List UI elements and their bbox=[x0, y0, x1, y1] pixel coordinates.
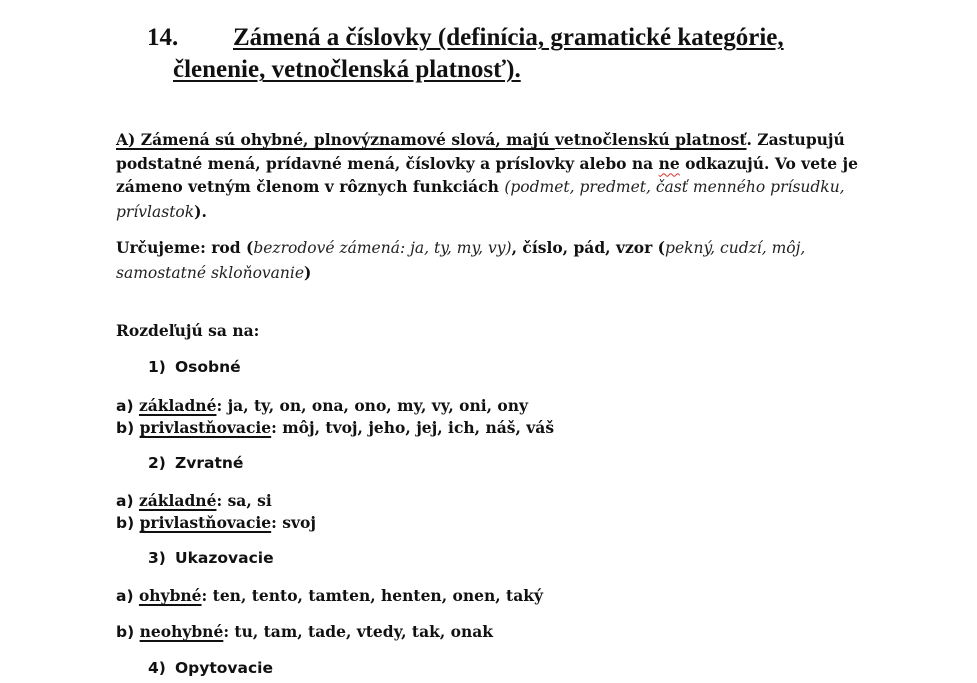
item-key: základné bbox=[138, 491, 217, 510]
definition-sentence3: odkazujú. Vo vete je zámeno vetným členom v rôznych funkciách bbox=[116, 153, 858, 196]
item-values: : svoj bbox=[271, 513, 316, 532]
list-item bbox=[116, 491, 272, 510]
title-number: 14. bbox=[147, 24, 179, 51]
category-heading-2 bbox=[148, 454, 243, 472]
title-line2: členenie, vetnočlenská platnosť). bbox=[173, 56, 521, 83]
category-name: Opytovacie bbox=[175, 659, 274, 677]
category-name: Osobné bbox=[175, 358, 241, 376]
item-values: : ja, ty, on, ona, ono, my, vy, oni, ony bbox=[216, 396, 529, 415]
category-number: 1) bbox=[148, 358, 166, 376]
item-values: : môj, tvoj, jeho, jej, ich, náš, váš bbox=[271, 418, 555, 437]
closing: ). bbox=[194, 201, 207, 221]
definition-lead: A) Zámená sú ohybné, plnovýznamové slová, majú bbox=[116, 130, 555, 149]
closing2: ) bbox=[304, 262, 312, 282]
item-key: ohybné bbox=[138, 586, 202, 605]
item-label: a) bbox=[116, 397, 134, 415]
title-line1: Zámená a číslovky (definícia, gramatické kategórie, bbox=[233, 24, 784, 51]
category-name: Ukazovacie bbox=[175, 549, 274, 567]
determine-mid: , číslo, pád, vzor ( bbox=[511, 238, 666, 257]
category-number: 2) bbox=[148, 454, 166, 472]
item-values: : sa, si bbox=[216, 491, 272, 510]
item-values: : tu, tam, tade, vtedy, tak, onak bbox=[223, 622, 494, 641]
list-item bbox=[116, 586, 543, 605]
item-label: b) bbox=[116, 514, 135, 532]
definition-lead-end: platnosť bbox=[669, 130, 747, 149]
document-title bbox=[147, 22, 784, 86]
list-item bbox=[116, 622, 493, 641]
item-label: a) bbox=[116, 492, 134, 510]
item-label: b) bbox=[116, 623, 135, 641]
period: . bbox=[746, 130, 752, 149]
spellcheck-word[interactable]: vetnočlenskú bbox=[554, 130, 670, 149]
determine-lead: Určujeme: rod ( bbox=[116, 238, 254, 257]
category-number: 4) bbox=[148, 659, 166, 677]
item-key: privlastňovacie bbox=[139, 513, 272, 532]
item-values: : ten, tento, tamten, henten, onen, taký bbox=[201, 586, 543, 605]
genderless-note: bezrodové zámená: ja, ty, my, vy) bbox=[253, 239, 512, 257]
category-heading-3 bbox=[148, 549, 274, 567]
category-heading-4 bbox=[148, 659, 273, 677]
pattern-note: pekný, cudzí, môj, samostatné skloňovanie bbox=[116, 239, 806, 282]
functions-list: (podmet, predmet, časť menného prísudku, prívlastok bbox=[116, 178, 845, 221]
category-number: 3) bbox=[148, 549, 166, 567]
item-key: neohybné bbox=[139, 622, 224, 641]
definition-paragraph bbox=[116, 128, 876, 224]
category-heading-1 bbox=[148, 358, 241, 376]
categories-paragraph bbox=[116, 236, 876, 285]
item-label: b) bbox=[116, 419, 135, 437]
item-label: a) bbox=[116, 587, 134, 605]
list-item bbox=[116, 513, 316, 532]
definition-sentence2: Zastupujú podstatné mená, prídavné mená, číslovky a príslovky alebo na bbox=[116, 130, 845, 173]
category-name: Zvratné bbox=[175, 454, 244, 472]
item-key: privlastňovacie bbox=[139, 418, 272, 437]
division-heading: Rozdeľujú sa na: bbox=[116, 321, 260, 340]
list-item bbox=[116, 418, 554, 437]
spellcheck-ne[interactable]: ne bbox=[658, 153, 680, 173]
list-item bbox=[116, 396, 528, 415]
item-key: základné bbox=[138, 396, 217, 415]
